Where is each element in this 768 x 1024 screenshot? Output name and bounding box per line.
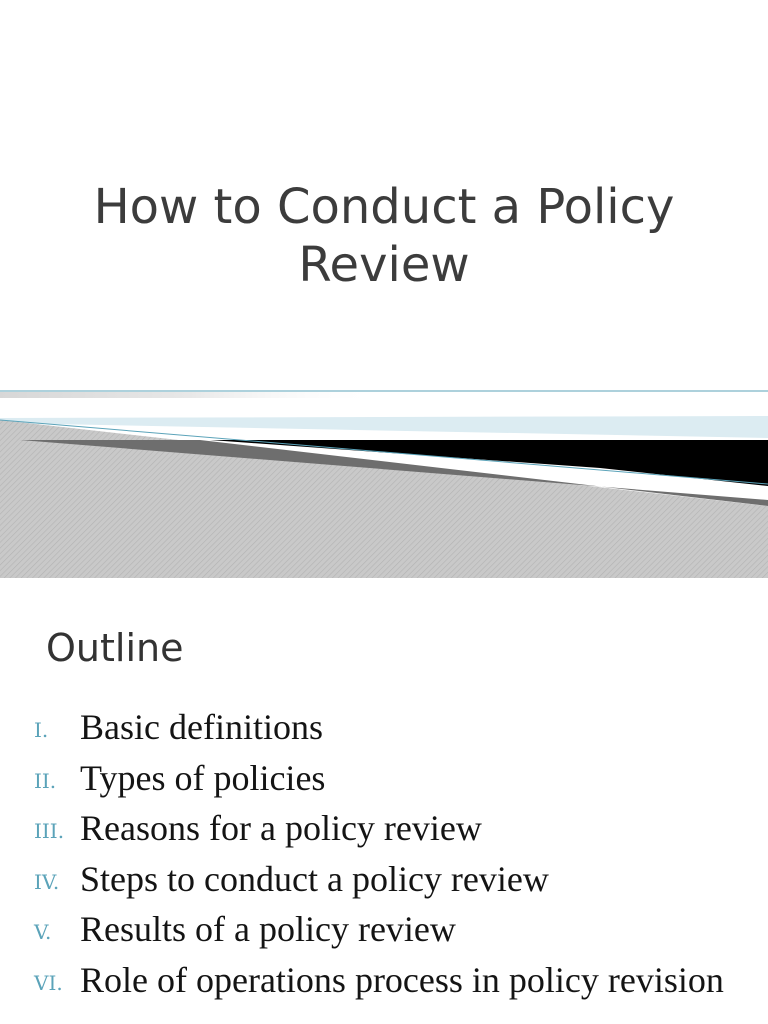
outline-numeral: II. — [34, 768, 57, 793]
outline-item — [0, 702, 768, 753]
banner-shadow-strip — [0, 392, 380, 398]
slide-title-line-2: Review — [298, 237, 470, 293]
outline-text: Basic definitions — [80, 707, 323, 747]
outline-text: Results of a policy review — [80, 909, 456, 949]
outline-text: Steps to conduct a policy review — [80, 858, 549, 899]
outline-item — [0, 854, 768, 905]
outline-numeral: III. — [34, 819, 65, 843]
outline-text: Types of policies — [80, 757, 326, 798]
outline-numeral: VI. — [34, 970, 63, 995]
outline-item — [0, 753, 768, 804]
outline-item — [0, 904, 768, 955]
outline-list — [0, 702, 768, 1005]
outline-numeral: I. — [34, 718, 49, 742]
outline-item — [0, 803, 768, 854]
decorative-banner — [0, 378, 768, 578]
outline-heading: Outline — [46, 626, 184, 670]
outline-text: Role of operations process in policy revision — [80, 959, 724, 1000]
slide-title — [0, 178, 768, 294]
slide-title-line-1: How to Conduct a Policy — [93, 179, 675, 235]
outline-numeral: IV. — [34, 869, 60, 894]
outline-item — [0, 955, 768, 1006]
outline-text: Reasons for a policy review — [80, 808, 482, 848]
outline-numeral: V. — [34, 920, 52, 944]
